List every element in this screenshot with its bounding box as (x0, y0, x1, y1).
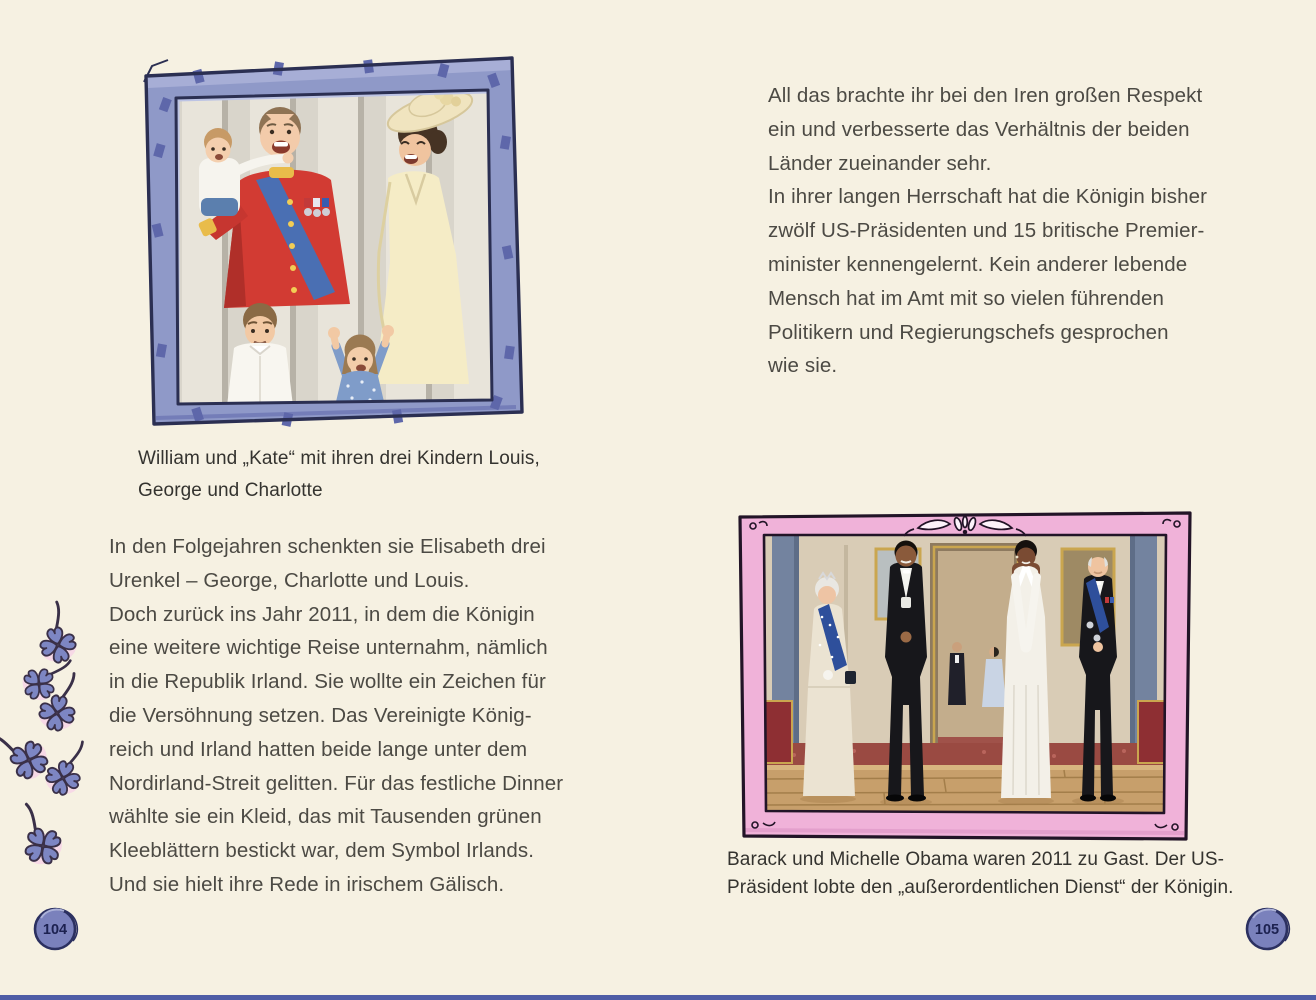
obama-state-dinner-photo (734, 505, 1198, 847)
william-kate-photo (138, 50, 530, 440)
right-page-number-badge (1240, 901, 1294, 955)
body-line: All das brachte ihr bei den Iren großen Respekt (768, 84, 1203, 107)
state-dinner-illustration (760, 531, 1170, 817)
red-chair-right (1138, 701, 1166, 763)
left-page-number-badge (28, 901, 82, 955)
clover-icon (3, 800, 69, 872)
body-line: Länder zueinander sehr. (768, 151, 992, 175)
body-line: wählte sie ein Kleid, das mit Tausenden grünen (109, 805, 542, 829)
left-photo-caption (138, 443, 540, 507)
body-line: in die Republik Irland. Sie wollte ein Zeichen für (109, 670, 546, 694)
body-line: die Versöhnung setzen. Das Vereinigte König- (109, 703, 532, 727)
body-line: Mensch hat im Amt mit so vielen führenden (768, 286, 1165, 310)
clover-icon (43, 735, 90, 798)
page-number: 105 (1254, 922, 1280, 938)
family-photo-illustration (168, 60, 500, 412)
body-line: In den Folgejahren schenkten sie Elisabeth drei (109, 535, 546, 558)
body-line: Kleeblättern bestickt war, dem Symbol Irlands. (109, 839, 535, 863)
body-line: Politikern und Regierungschefs gesprochen (768, 320, 1169, 344)
body-line: ein und verbesserte das Verhältnis der beiden (768, 117, 1190, 141)
body-line: In ihrer langen Herrschaft hat die Königin bisher (768, 185, 1208, 209)
bottom-blue-strip (0, 995, 1316, 1000)
page-number: 104 (42, 922, 68, 938)
body-line: Doch zurück ins Jahr 2011, in dem die Königin (109, 602, 535, 626)
clover-decorations (0, 600, 100, 880)
framed-photo-obama (734, 505, 1198, 847)
clover-icon (30, 600, 79, 666)
body-line: Nordirland-Streit gelitten. Für das festliche Dinner (109, 771, 564, 795)
right-photo-caption (727, 846, 1234, 901)
caption-line: George und Charlotte (138, 480, 323, 501)
right-body-text (768, 79, 1207, 383)
red-chair-left (764, 701, 792, 763)
left-body-text (109, 530, 563, 902)
clover-icon (0, 728, 52, 784)
body-line: reich und Irland hatten beide lange unter dem (109, 737, 528, 761)
body-line: Urenkel – George, Charlotte und Louis. (109, 568, 470, 592)
caption-line: William und „Kate“ mit ihren drei Kindern Louis, (138, 448, 540, 469)
body-line: wie sie. (768, 354, 838, 378)
body-line: zwölf US-Präsidenten und 15 britische Premier- (768, 219, 1205, 243)
body-line: eine weitere wichtige Reise unternahm, nämlich (109, 636, 548, 660)
body-line: minister kennengelernt. Kein anderer lebende (768, 252, 1188, 276)
body-line: Und sie hielt ihre Rede in irischem Gälisch. (109, 872, 505, 896)
framed-photo-william-kate (138, 50, 530, 440)
caption-line: Barack und Michelle Obama waren 2011 zu Gast. Der US- (727, 849, 1225, 870)
caption-line: Präsident lobte den „außerordentlichen Dienst“ der Königin. (727, 876, 1234, 898)
